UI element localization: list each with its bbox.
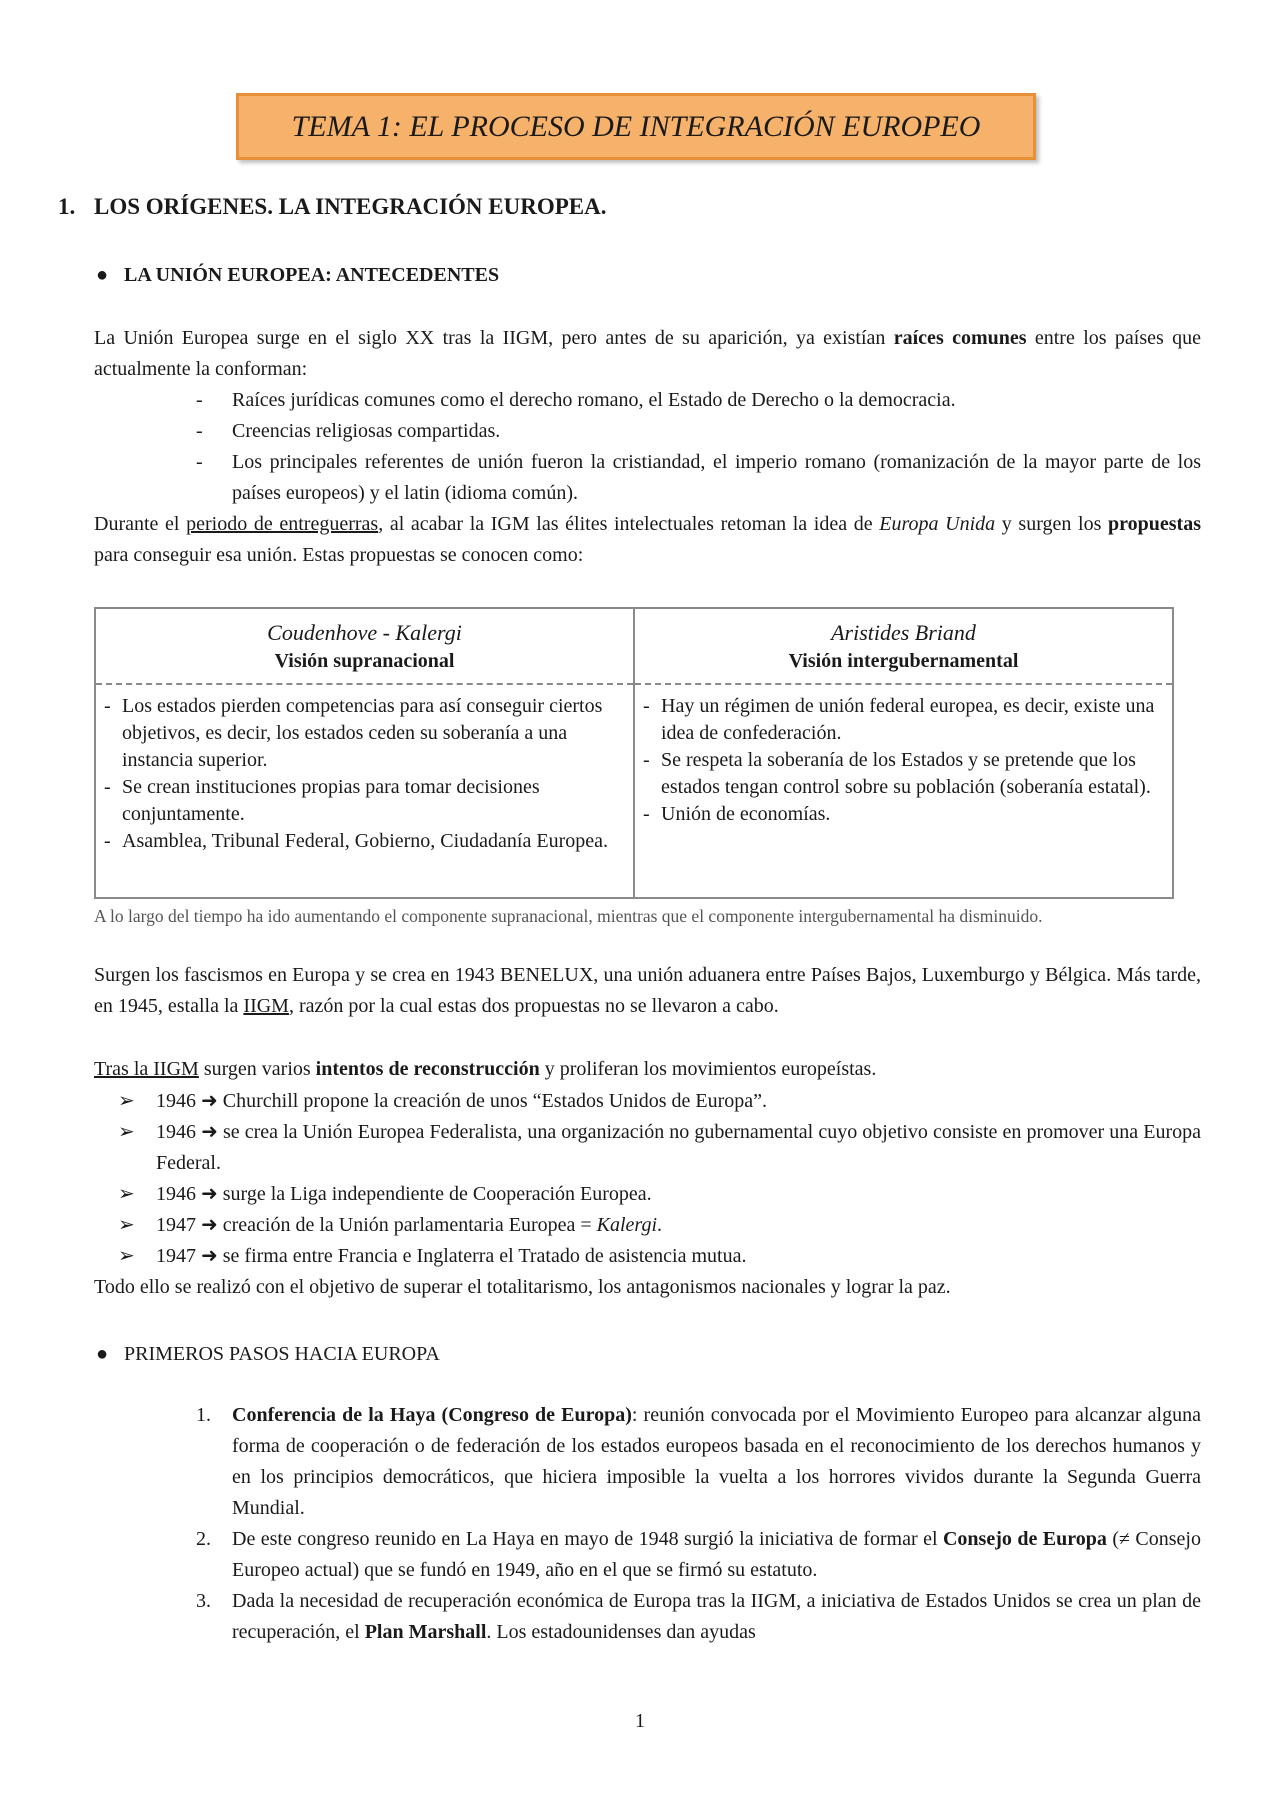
right-arrow-icon: ➜ [201,1245,218,1267]
list-item: - Se respeta la soberanía de los Estados y se pretende que los estados tengan control sobre su población (soberanía estatal). [643,747,1164,801]
intro-paragraph [94,323,1201,385]
arrowhead-bullet-icon: ➢ [118,1214,135,1236]
para-text: , razón por la cual estas dos propuestas no se llevaron a cabo. [288,995,779,1017]
subsection-heading-text: LA UNIÓN EUROPEA: ANTECEDENTES [124,264,500,286]
right-arrow-icon: ➜ [201,1214,218,1236]
right-arrow-icon: ➜ [201,1090,218,1112]
step-text: Dada la necesidad de recuperación económica de Europa tras la IIGM, a iniciativa de Estados Unidos se crea un plan de recuperación, el [232,1590,1201,1643]
arrowhead-bullet-icon: ➢ [118,1090,135,1112]
event-text: se crea la Unión Europea Federalista, una organización no gubernamental cuyo objetivo consiste en promover una Europa Federal. [156,1121,1202,1174]
subsection-heading-text: PRIMEROS PASOS HACIA EUROPA [124,1343,440,1365]
intro-text-end: entre los países que actualmente la conforman: [94,327,1201,380]
section-number: 1. [58,194,76,219]
event-year: 1946 [156,1121,196,1143]
events-list [118,1086,1201,1272]
event-year: 1947 [156,1214,196,1236]
bullet-icon: ● [96,1343,109,1365]
list-item: - Los estados pierden competencias para así conseguir ciertos objetivos, es decir, los estados ceden su soberanía a una instancia superior. [104,693,625,774]
table-header-left [95,608,634,684]
step-text: . Los estadounidenses dan ayudas [486,1621,756,1643]
list-item: - Raíces jurídicas comunes como el derecho romano, el Estado de Derecho o la democracia. [196,385,1201,416]
left-points [104,693,625,855]
list-item: - Asamblea, Tribunal Federal, Gobierno, Ciudadanía Europea. [104,828,625,855]
step-number: 2. [196,1528,211,1550]
para-text: Durante el [94,513,187,535]
para-text: , al acabar la IGM las élites intelectuales retoman la idea de [378,513,880,535]
bold-text: intentos de reconstrucción [315,1058,540,1080]
table-note: A lo largo del tiempo ha ido aumentando el componente supranacional, mientras que el componente intergubernamental ha disminuido. [94,906,1043,926]
list-item [118,1179,1201,1210]
underlined-text: periodo de entreguerras [186,513,379,535]
right-arrow-icon: ➜ [201,1183,218,1205]
roots-list [196,385,1201,509]
fascism-paragraph [94,960,1201,1022]
event-text-end: . [657,1214,663,1236]
arrowhead-bullet-icon: ➢ [118,1245,135,1267]
event-year: 1947 [156,1245,196,1267]
entreguerras-paragraph [94,509,1201,571]
para-text: y proliferan los movimientos europeístas. [539,1058,877,1080]
bold-text: Consejo de Europa [942,1528,1107,1550]
reconstruction-paragraph [94,1054,1201,1085]
bold-text: propuestas [1108,513,1201,535]
arrowhead-bullet-icon: ➢ [118,1183,135,1205]
italic-text: Europa Unida [879,513,996,535]
steps-list [196,1400,1201,1648]
list-item [118,1117,1201,1179]
list-item [196,1524,1201,1586]
list-item [118,1241,1201,1272]
list-item: - Creencias religiosas compartidas. [196,416,1201,447]
section-heading [58,194,607,220]
section-heading-text: LOS ORÍGENES. LA INTEGRACIÓN EUROPEA. [94,194,607,219]
step-number: 3. [196,1590,211,1612]
underlined-text: IIGM [243,995,289,1017]
author-name: Coudenhove - Kalergi [267,620,462,645]
table-cell-left [95,684,634,898]
conclusion-paragraph: Todo ello se realizó con el objetivo de superar el totalitarismo, los antagonismos nacionales y lograr la paz. [94,1276,951,1298]
event-year: 1946 [156,1090,196,1112]
list-item: - Hay un régimen de unión federal europea, es decir, existe una idea de confederación. [643,693,1164,747]
list-item: - Se crean instituciones propias para tomar decisiones conjuntamente. [104,774,625,828]
page-number: 1 [635,1710,645,1732]
event-text: surge la Liga independiente de Cooperación Europea. [222,1183,652,1205]
intro-text: La Unión Europea surge en el siglo XX tras la IIGM, pero antes de su aparición, ya existían [94,327,894,349]
event-year: 1946 [156,1183,196,1205]
para-text: surgen varios [198,1058,316,1080]
italic-text: Kalergi [596,1214,658,1236]
bullet-icon: ● [96,264,109,286]
event-text: se firma entre Francia e Inglaterra el Tratado de asistencia mutua. [222,1245,747,1267]
author-name: Aristides Briand [831,620,976,645]
subsection-heading-primeros-pasos [96,1343,440,1366]
right-arrow-icon: ➜ [201,1121,218,1143]
table-body-row [95,684,1173,898]
event-text: creación de la Unión parlamentaria Europea = [222,1214,597,1236]
comparison-table [94,607,1174,899]
bold-text: Conferencia de la Haya (Congreso de Europa) [232,1404,632,1426]
list-item: - Unión de economías. [643,801,1164,828]
list-item [118,1210,1201,1241]
arrowhead-bullet-icon: ➢ [118,1121,135,1143]
bold-text: Plan Marshall [364,1621,487,1643]
step-text: (≠ Consejo Europeo actual) que se fundó en 1949, año en el que se firmó su estatuto. [232,1528,1201,1581]
para-text: para conseguir esa unión. Estas propuestas se conocen como: [94,544,584,566]
list-item [196,1586,1201,1648]
para-text: y surgen los [995,513,1108,535]
intro-bold: raíces comunes [893,327,1027,349]
table-header-right [634,608,1173,684]
subsection-heading-antecedentes [96,264,499,287]
vision-label: Visión supranacional [274,650,455,672]
para-text: Surgen los fascismos en Europa y se crea en 1943 BENELUX, una unión aduanera entre Países Bajos, Luxemburgo y Bélgica. Más tarde, en 1945, estalla la [94,964,1201,1017]
step-number: 1. [196,1404,211,1426]
table-header-row [95,608,1173,684]
list-item [118,1086,1201,1117]
list-item: - Los principales referentes de unión fueron la cristiandad, el imperio romano (romanización de la mayor parte de los países europeos) y el latin (idioma común). [196,447,1201,509]
vision-label: Visión intergubernamental [788,650,1019,672]
list-item [196,1400,1201,1524]
right-points [643,693,1164,828]
underlined-text: Tras la IIGM [94,1058,199,1080]
page-title: TEMA 1: EL PROCESO DE INTEGRACIÓN EUROPEO [236,93,1036,160]
event-text: Churchill propone la creación de unos “Estados Unidos de Europa”. [222,1090,768,1112]
table-cell-right [634,684,1173,898]
step-text: De este congreso reunido en La Haya en mayo de 1948 surgió la iniciativa de formar el [232,1528,943,1550]
step-text: : reunión convocada por el Movimiento Europeo para alcanzar alguna forma de cooperación o de federación de los estados europeos basada en el reconocimiento de los derechos humanos y en los principios democráticos, que hiciera imposible la vuelta a los horrores vividos durante la Segunda Guerra Mundial. [232,1404,1201,1519]
